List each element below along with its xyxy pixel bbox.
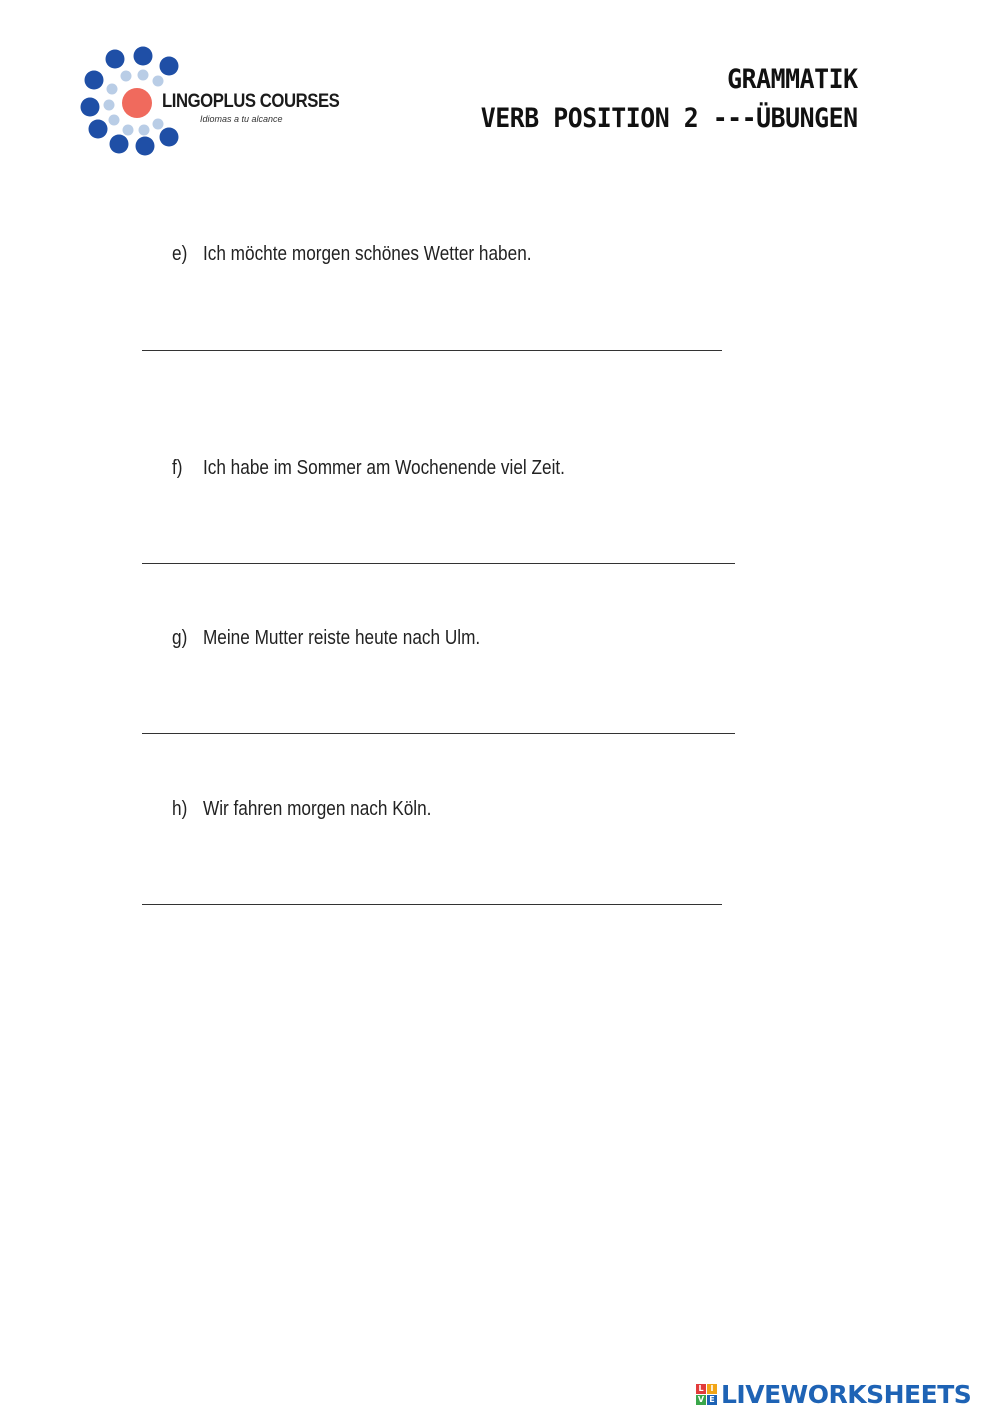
icon-tile-l: L [696, 1384, 706, 1394]
exercise-e [172, 243, 532, 266]
icon-tile-e: E [707, 1395, 717, 1405]
exercise-f [172, 457, 565, 480]
logo-name: LINGOPLUS COURSES [162, 91, 340, 112]
exercise-label: h) [172, 798, 188, 820]
title-line-2: VERB POSITION 2 ---ÜBUNGEN [481, 103, 858, 134]
icon-tile-i: I [707, 1384, 717, 1394]
exercise-label: f) [172, 457, 183, 479]
logo-tagline: Idiomas a tu alcance [200, 114, 283, 124]
page-title [448, 60, 858, 138]
exercise-label: e) [172, 243, 188, 265]
title-line-1: GRAMMATIK [727, 64, 858, 95]
liveworksheets-brand: LIVEWORKSHEETS [721, 1379, 972, 1409]
exercise-sentence: Meine Mutter reiste heute nach Ulm. [202, 627, 481, 649]
exercise-sentence: Ich möchte morgen schönes Wetter haben. [202, 243, 532, 265]
exercise-g [172, 627, 480, 650]
liveworksheets-icon [696, 1384, 717, 1405]
answer-line-f[interactable] [142, 563, 735, 564]
answer-line-e[interactable] [142, 350, 722, 351]
exercise-sentence: Ich habe im Sommer am Wochenende viel Zeit. [202, 457, 565, 479]
liveworksheets-logo[interactable] [696, 1379, 971, 1409]
exercise-label: g) [172, 627, 188, 649]
exercise-h [172, 798, 431, 821]
answer-line-g[interactable] [142, 733, 735, 734]
lingoplus-logo [78, 44, 340, 160]
icon-tile-v: V [697, 1394, 705, 1404]
answer-line-h[interactable] [142, 904, 722, 905]
exercise-sentence: Wir fahren morgen nach Köln. [202, 798, 432, 820]
